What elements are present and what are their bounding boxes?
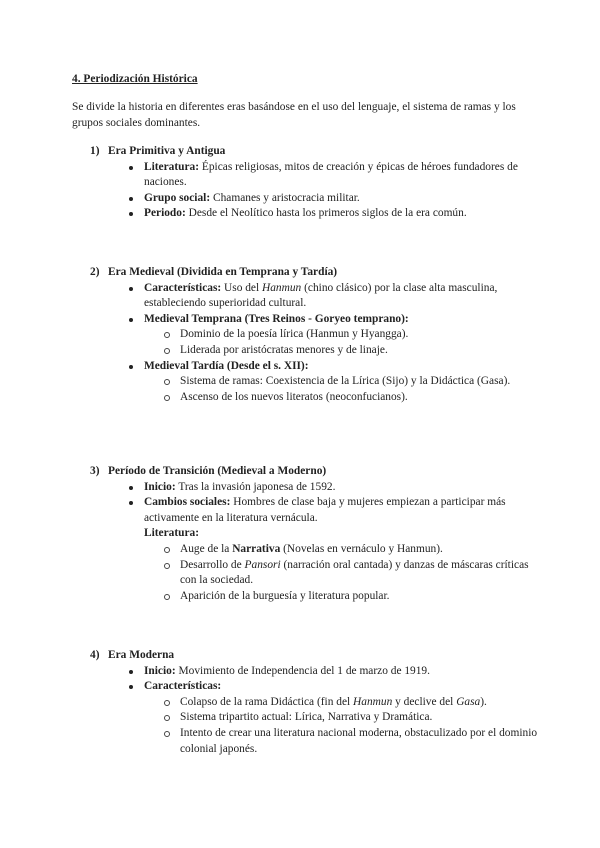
- bullet-grupo-social: [144, 191, 542, 207]
- bullet-text: Uso del: [224, 281, 260, 294]
- sub-bullet-colapso: [180, 695, 542, 711]
- section-heading: [90, 265, 542, 281]
- heading-text: Período de Transición (Medieval a Moderno): [108, 465, 327, 477]
- text: Colapso de la rama Didáctica (fin del: [180, 695, 351, 708]
- section-era-moderna: [72, 648, 542, 757]
- bullet-inicio: [144, 480, 542, 496]
- bullet-medieval-temprana: [144, 312, 542, 328]
- sub-bullet: Ascenso de los nuevos literatos (neoconfucianos).: [180, 390, 542, 406]
- bullet-label: Características:: [144, 680, 222, 693]
- section-number: 4): [90, 649, 100, 661]
- section-era-medieval: [72, 265, 542, 405]
- sub-bullet-intento: Intento de crear una literatura nacional moderna, obstaculizado por el dominio colonial japonés.: [180, 726, 542, 757]
- section-era-primitiva: [72, 144, 542, 222]
- section-heading: [90, 648, 542, 664]
- label-text: Literatura:: [144, 527, 200, 540]
- sub-bullet: Sistema de ramas: Coexistencia de la Lírica (Sijo) y la Didáctica (Gasa).: [180, 374, 542, 390]
- text: ).: [480, 695, 487, 708]
- heading-text: Era Medieval (Dividida en Temprana y Tardía): [108, 266, 338, 278]
- heading-text: Era Primitiva y Antigua: [108, 145, 226, 157]
- gasa-term: Gasa: [456, 695, 481, 708]
- bullet-label: Medieval Temprana (Tres Reinos - Goryeo temprano):: [144, 312, 409, 325]
- section-heading: [90, 464, 542, 480]
- bullet-caracteristicas: [144, 281, 542, 312]
- sub-bullet-pansori: [180, 558, 542, 589]
- text: (Novelas en vernáculo y Hanmun).: [283, 542, 443, 555]
- bullet-label: Inicio:: [144, 664, 176, 677]
- bullet-text: Hombres de clase baja y mujeres empiezan a participar más activamente en la literatura vernácula.: [144, 496, 506, 524]
- bullet-label: Inicio:: [144, 480, 176, 493]
- text: (narración oral cantada) y danzas de máscaras críticas con la sociedad.: [180, 558, 529, 587]
- section-number: 3): [90, 465, 100, 477]
- sub-bullet: Liderada por aristócratas menores y de linaje.: [180, 343, 542, 359]
- bullet-text: (chino clásico) por la clase alta masculina, estableciendo superioridad cultural.: [144, 281, 498, 310]
- hanmun-term: Hanmun: [353, 695, 393, 708]
- bullet-cambios-sociales: [144, 495, 542, 526]
- sub-bullet-tripartito: Sistema tripartito actual: Lírica, Narrativa y Dramática.: [180, 710, 542, 726]
- intro-paragraph: Se divide la historia en diferentes eras basándose en el uso del lenguaje, el sistema de ramas y los grupos sociales dominantes.: [72, 101, 516, 129]
- bullet-label: Grupo social:: [144, 191, 211, 204]
- bullet-label: Literatura:: [144, 160, 200, 173]
- bullet-text: Épicas religiosas, mitos de creación y épicas de héroes fundadores de naciones.: [144, 160, 518, 189]
- pansori-term: Pansori: [244, 558, 281, 571]
- section-heading: [90, 144, 542, 160]
- bullet-label: Características:: [144, 281, 222, 294]
- bullet-text: Movimiento de Independencia del 1 de marzo de 1919.: [178, 664, 430, 677]
- section-number: 2): [90, 266, 100, 278]
- text: Auge de la: [180, 542, 230, 555]
- section-number: 1): [90, 145, 100, 157]
- sub-bullet-auge: [180, 542, 542, 558]
- bullet-periodo: [144, 206, 542, 222]
- bullet-label: Medieval Tardía (Desde el s. XII):: [144, 359, 309, 372]
- bullet-text: Desde el Neolítico hasta los primeros siglos de la era común.: [188, 207, 467, 220]
- text: y declive del: [395, 695, 454, 708]
- hanmun-term: Hanmun: [262, 281, 302, 294]
- text: Desarrollo de: [180, 558, 242, 571]
- sub-bullet-aparicion: Aparición de la burguesía y literatura popular.: [180, 589, 542, 605]
- bullet-label: Cambios sociales:: [144, 496, 231, 509]
- section-title: 4. Periodización Histórica: [72, 73, 198, 85]
- bullet-label: Periodo:: [144, 207, 186, 220]
- bullet-literatura: [144, 160, 542, 191]
- bullet-caracteristicas: [144, 679, 542, 695]
- bullet-text: Chamanes y aristocracia militar.: [213, 191, 360, 204]
- literatura-label: [144, 526, 542, 542]
- section-periodo-transicion: [72, 464, 542, 604]
- narrativa-term: Narrativa: [232, 542, 281, 555]
- sub-bullet: Dominio de la poesía lírica (Hanmun y Hyangga).: [180, 327, 542, 343]
- heading-text: Era Moderna: [108, 649, 175, 661]
- bullet-medieval-tardia: [144, 359, 542, 375]
- bullet-inicio: [144, 664, 542, 680]
- bullet-text: Tras la invasión japonesa de 1592.: [178, 480, 336, 493]
